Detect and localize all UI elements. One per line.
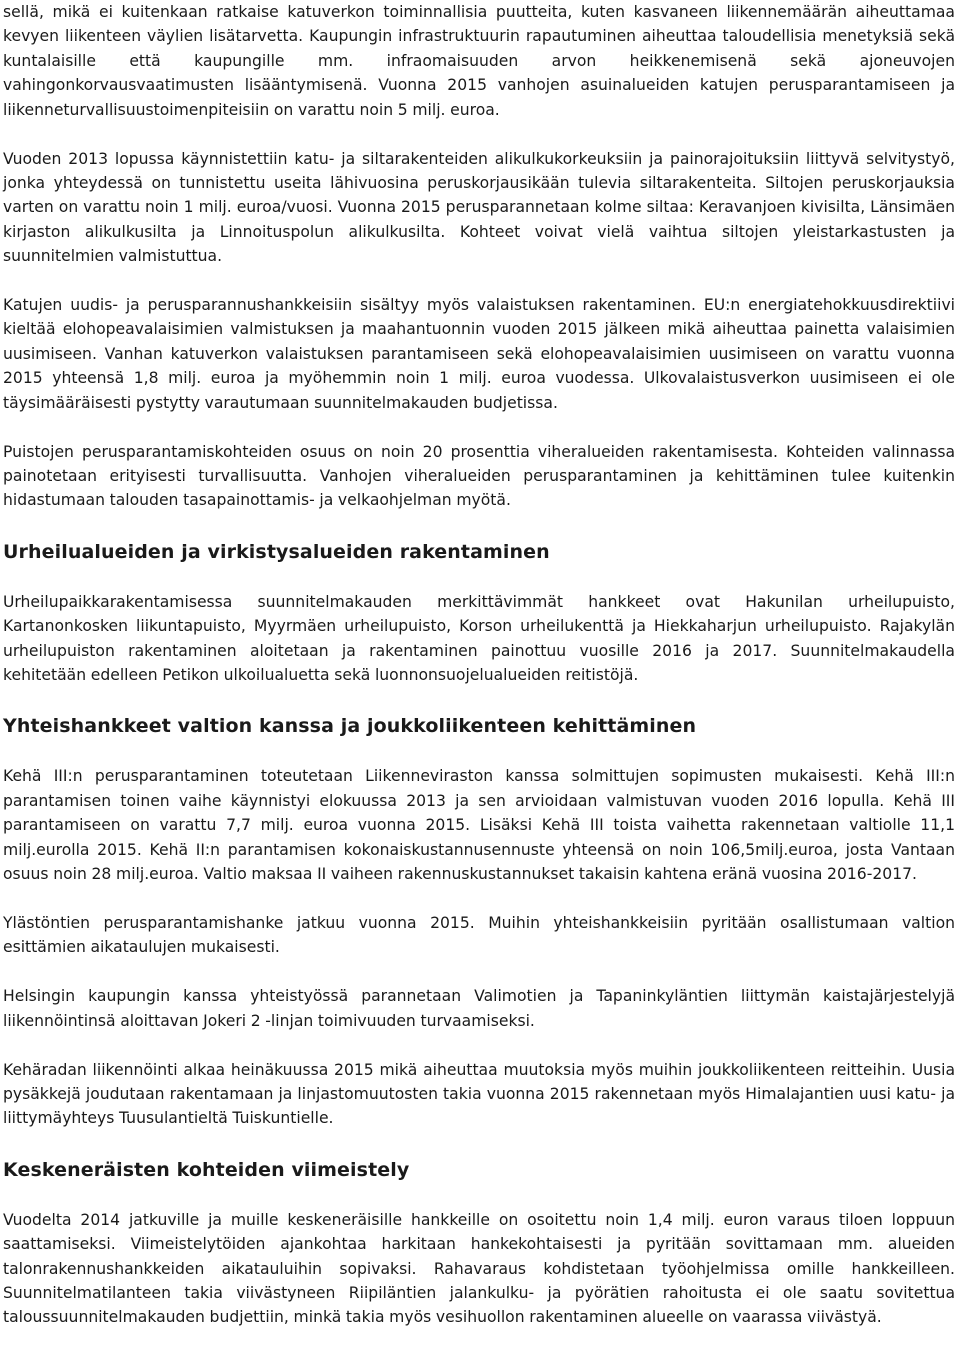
sentence: Urheilupaikkarakentamisessa suunnitelmakauden merkittävimmät hankkeet ovat Hakunilan urheilupuisto, Kartanonkosken liikuntapuisto, Myyrmäen urheilupuisto, Korson urheilukenttä ja Hiekkaharjun urheilupuisto. [3, 592, 955, 636]
sentence: Suunnitelmakaudella kehitetään edelleen Petikon ulkoilualuetta sekä luonnonsuojelualueiden reitistöjä. [3, 641, 955, 685]
sentence: Kohteet voivat vielä vaihtua siltojen yleistarkastusten ja suunnitelmien valmistuttua. [3, 222, 955, 266]
paragraph-ring-rail [3, 1058, 955, 1131]
document-page [3, 0, 955, 1330]
sentence: sellä, mikä ei kuitenkaan ratkaise katuverkon toiminnallisia puutteita, kuten kasvaneen liikennemäärän aiheuttamaa kevyen liikenteen väylien lisätarvetta. [3, 3, 955, 46]
sentence: Uusia pysäkkejä joudutaan rakentamaan ja linjastomuutosten takia vuonna 2015 rakennetaan myös Himalajantien uusi katu- ja liittymäyhteys Tuusulantieltä Tuiskuntielle. [3, 1060, 955, 1128]
sentence: Muihin yhteishankkeisiin pyritään osallistumaan valtion esittämien aikataulujen mukaisesti. [3, 913, 956, 957]
paragraph-sports [3, 590, 955, 688]
paragraph-lighting [3, 293, 955, 415]
sentence: Vuonna 2015 perusparannetaan kolme siltaa: Keravanjoen kivisilta, Länsimäen kirjaston alikulkusilta ja Linnoituspolun alikulkusilta. [3, 198, 955, 241]
sentence: Vanhojen viheralueiden perusparantaminen ja kehittäminen tulee kuitenkin hidastumaan talouden tasapainottamis- ja velkaohjelman myötä. [3, 467, 955, 510]
section-heading-unfinished-projects: Keskeneräisten kohteiden viimeistely [3, 1158, 410, 1181]
sentence: Vuoden 2013 lopussa käynnistettiin katu- ja siltarakenteiden alikulkukorkeuksiin ja painorajoituksiin liittyvä selvitystyö, jonka yhteydessä on tunnistettu useita lähivuosina peruskorjausikään tulevia siltarakenteita. [3, 149, 955, 192]
sentence: Ulkovalaistusverkon uusimiseen ei ole täysimääräisesti pystytty varautumaan suunnitelmakauden budjetissa. [3, 369, 955, 412]
sentence: Kohteiden valinnassa painotetaan erityisesti turvallisuutta. [3, 442, 955, 485]
sentence: Kehä III:n parantamisen toinen vaihe käynnistyi elokuussa 2013 ja sen arvioidaan valmistuvan vuoden 2016 lopulla. [3, 767, 956, 810]
sentence: Suunnitelmatilanteen takia viivästyneen Riipiläntien jalankulku- ja pyörätien rahoitusta ei ole saatu sovitettua taloussuunnitelmakauden budjettiin, minkä takia myös vesihuollon rakentaminen alueelle on vaarassa viivästyä. [3, 1284, 955, 1327]
sentence: Viimeistelytöiden ajankohtaa harkitaan hankekohtaisesti ja pyritään sovittamaan mm. alueiden talonrakennushankkeiden aikatauluihin sopivaksi. [3, 1235, 955, 1278]
paragraph-helsinki-cooperation [3, 984, 955, 1033]
sentence: Puistojen perusparantamiskohteiden osuus on noin 20 prosenttia viheralueiden rakentamisesta. [3, 442, 787, 461]
sentence: Rahavaraus kohdistetaan työohjelmissa omille hankkeilleen. [433, 1259, 956, 1278]
sentence: Kehä III:n perusparantaminen toteutetaan Liikenneviraston kanssa solmittujen sopimusten mukaisesti. [3, 767, 876, 786]
sentence: Helsingin kaupungin kanssa yhteistyössä parannetaan Valimotien ja Tapaninkyläntien liittymän kaistajärjestelyjä liikennöintinsä aloittavan Jokeri 2 -linjan toimivuuden turvaamiseksi. [3, 987, 955, 1030]
paragraph-parks [3, 440, 955, 513]
sentence: Vuonna 2015 vanhojen asuinalueiden katujen perusparantamiseen ja liikenneturvallisuustoimenpiteisiin on varattu noin 5 milj. euroa. [3, 76, 955, 119]
sentence: Katujen uudis- ja perusparannushankkeisiin sisältyy myös valaistuksen rakentaminen. [3, 296, 704, 315]
sentence: Valtio maksaa II vaiheen rakennuskustannukset takaisin kahtena eränä vuosina 2016-2017. [203, 865, 917, 884]
sentence: Kehäradan liikennöinti alkaa heinäkuussa 2015 mikä aiheuttaa muutoksia myös muihin joukkoliikenteen reitteihin. [3, 1060, 912, 1079]
sentence: Kaupungin infrastruktuurin rapautuminen aiheuttaa taloudellisia menetyksiä sekä kuntalaisille että kaupungille mm. infraomaisuuden arvon heikkenemisenä sekä ajoneuvojen vahingonkorvausvaatimusten lisääntymisenä. [3, 27, 956, 95]
sentence: Kehä III parantamiseen on varattu 7,7 milj. euroa vuonna 2015. [3, 791, 956, 835]
section-heading-sports-areas: Urheilualueiden ja virkistysalueiden rakentaminen [3, 540, 550, 563]
sentence: Vanhan katuverkon valaistuksen parantamiseen sekä elohopeavalaisimien uusimiseen on varattu vuonna 2015 yhteensä 1,8 milj. euroa ja myöhemmin noin 1 milj. euroa vuodessa. [3, 344, 955, 388]
paragraph-unfinished [3, 1208, 955, 1330]
sentence: Rajakylän urheilupuiston rakentaminen aloitetaan ja rakentaminen painottuu vuosille 2016 ja 2017. [3, 617, 955, 660]
sentence: Kehä II:n parantamisen kokonaiskustannusennuste yhteensä on noin 106,5milj.euroa, josta Vantaan osuus noin 28 milj.euroa. [3, 840, 955, 884]
paragraph-street-condition [3, 0, 955, 122]
paragraph-ring-road [3, 764, 955, 886]
sentence: Lisäksi Kehä III toista vaihetta rakennetaan valtiolle 11,1 milj.eurolla 2015. [3, 816, 956, 859]
section-heading-state-projects: Yhteishankkeet valtion kanssa ja joukkoliikenteen kehittäminen [3, 715, 697, 738]
sentence: EU:n energiatehokkuusdirektiivi kieltää elohopeavalaisimien valmistuksen ja maahantuonnin vuoden 2015 jälkeen mikä aiheuttaa painetta valaisimien uusimiseen. [3, 296, 956, 363]
paragraph-ylastontie [3, 911, 955, 960]
paragraph-bridges [3, 147, 955, 269]
sentence: Ylästöntien perusparantamishanke jatkuu vuonna 2015. [3, 913, 489, 932]
sentence: Vuodelta 2014 jatkuville ja muille keskeneräisille hankkeille on osoitettu noin 1,4 milj. euron varaus tiloen loppuun saattamiseksi. [3, 1210, 955, 1254]
sentence: Siltojen peruskorjauksia varten on varattu noin 1 milj. euroa/vuosi. [3, 173, 955, 217]
